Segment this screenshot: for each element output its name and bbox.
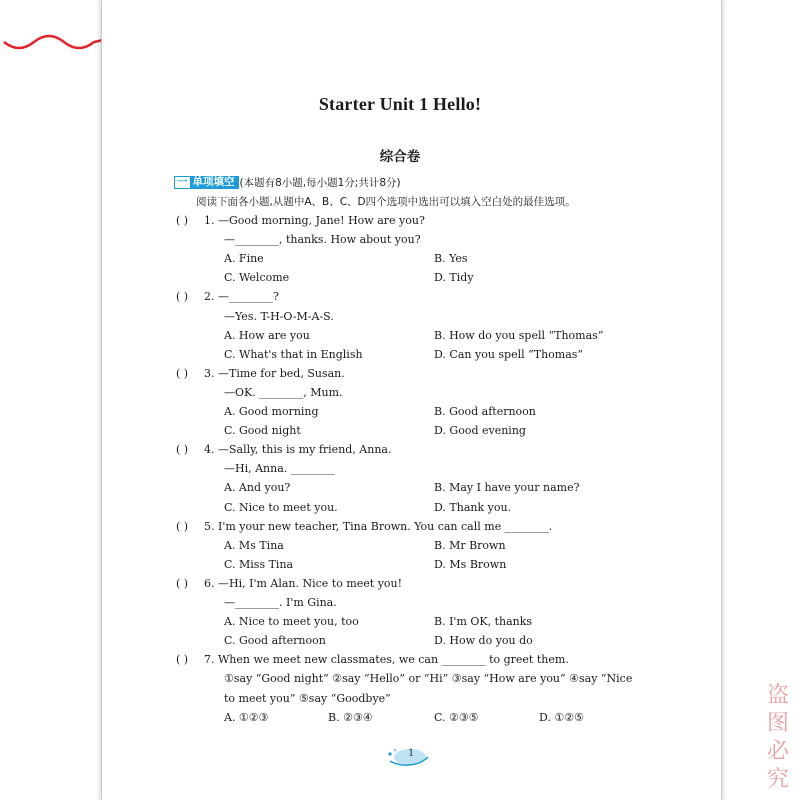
answer-blank[interactable]: ( ) <box>176 576 189 590</box>
answer-blank[interactable]: ( ) <box>176 214 189 227</box>
watermark-char: 必 <box>766 739 789 764</box>
question-stem: 5. I'm your new teacher, Tina Brown. You can call me ________. <box>204 519 553 533</box>
watermark-char: 究 <box>766 767 789 792</box>
question-continuation: —OK. ________, Mum. <box>224 385 343 399</box>
page-title: Starter Unit 1 Hello! <box>318 94 482 114</box>
option: A. Nice to meet you, too <box>224 615 359 629</box>
answer-blank[interactable]: ( ) <box>176 443 189 457</box>
question-stem: 1. —Good morning, Jane! How are you? <box>204 214 425 227</box>
option: B. How do you spell “Thomas” <box>434 328 604 342</box>
instruction-text: 阅读下面各小题,从题中A、B、C、D四个选项中选出可以填入空白处的最佳选项。 <box>196 196 576 208</box>
option: B. Mr Brown <box>434 538 506 552</box>
option: B. ②③④ <box>328 710 373 724</box>
option: D. Ms Brown <box>434 557 507 571</box>
option: D. Tidy <box>434 271 474 285</box>
section-badge <box>174 176 239 189</box>
option: B. I'm OK, thanks <box>434 615 533 629</box>
option: B. Good afternoon <box>434 405 536 418</box>
question-continuation: —Yes. T-H-O-M-A-S. <box>224 309 334 323</box>
question-continuation: ①say “Good night” ②say “Hello” or “Hi” ③say “How are you” ④say “Nice <box>224 672 633 686</box>
answer-blank[interactable]: ( ) <box>176 290 189 304</box>
option: D. ①②⑤ <box>539 710 585 724</box>
option: D. Can you spell “Thomas” <box>434 347 584 361</box>
question-continuation: —________. I'm Gina. <box>224 596 337 609</box>
question-stem: 4. —Sally, this is my friend, Anna. <box>204 443 392 457</box>
section-number: 一 <box>177 175 188 188</box>
option: A. Ms Tina <box>224 538 284 552</box>
section-header <box>174 175 401 189</box>
option: C. Good night <box>224 424 301 438</box>
question-stem: 7. When we meet new classmates, we can ________ to greet them. <box>204 653 569 667</box>
option: B. Yes <box>434 252 468 266</box>
question-stem: 2. —________? <box>204 290 279 304</box>
option: A. And you? <box>224 481 291 495</box>
page-subtitle: 综合卷 <box>379 149 421 165</box>
question-continuation: to meet you” ⑤say “Goodbye” <box>224 691 391 705</box>
answer-blank[interactable]: ( ) <box>176 366 189 380</box>
option: D. Thank you. <box>434 500 512 514</box>
watermark <box>763 682 793 794</box>
question-continuation: —Hi, Anna. ________ <box>224 462 335 476</box>
option: C. Welcome <box>224 271 290 285</box>
option: D. How do you do <box>434 634 533 648</box>
section-label: 单项填空 <box>190 177 238 188</box>
answer-blank[interactable]: ( ) <box>176 519 189 533</box>
option: C. Miss Tina <box>224 557 294 571</box>
question-stem: 6. —Hi, I'm Alan. Nice to meet you! <box>204 576 403 590</box>
question-continuation: —________, thanks. How about you? <box>224 233 421 247</box>
option: C. Nice to meet you. <box>224 500 338 514</box>
page-number: 1 <box>408 748 415 759</box>
option: D. Good evening <box>434 424 526 438</box>
option: C. What's that in English <box>224 347 363 361</box>
option: A. ①②③ <box>224 710 269 724</box>
section-note: (本题有8小题,每小题1分;共计8分) <box>239 176 401 189</box>
option: A. How are you <box>224 328 310 342</box>
watermark-char: 图 <box>766 711 789 736</box>
watermark-char: 盗 <box>766 683 789 708</box>
option: B. May I have your name? <box>434 481 580 495</box>
option: C. ②③⑤ <box>434 710 479 724</box>
option: C. Good afternoon <box>224 634 326 648</box>
option: A. Good morning <box>224 405 319 418</box>
option: A. Fine <box>224 252 264 266</box>
answer-blank[interactable]: ( ) <box>176 653 189 667</box>
question-stem: 3. —Time for bed, Susan. <box>204 366 345 380</box>
red-wave-decoration <box>0 34 104 54</box>
